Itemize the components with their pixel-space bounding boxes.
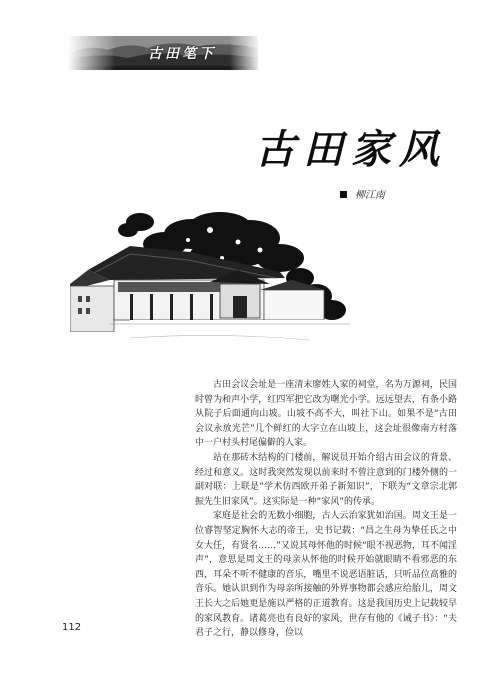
article-body: [195, 378, 457, 641]
column-label: 古田笔下: [148, 46, 216, 62]
author-byline: [340, 186, 385, 200]
paragraph-2: 站在那砖木结构的门楼前，解说员开始介绍古田会议的背景、经过和意义。这时我突然发现以前来时不曾注意到的门楼外侧的一副对联：上联是“学术仿西欧开弟子新知识”，下联为“文章宗北郭振先生旧家风”。这实际是一种“家风”的传承。: [195, 452, 457, 507]
column-banner: [68, 36, 258, 70]
illustration-gutian-meeting-site: [70, 200, 370, 360]
paragraph-1: 古田会议会址是一座清末廖姓人家的祠堂，名为万源祠，民国时曾为和声小学，红四军把它改为曙光小学。远远望去，有条小路从院子后面通向山坡。山坡不高不大，叫社下山。如果不是“古田会议永放光芒”几个鲜红的大字立在山坡上，这会址很像南方村落中一户村头村尾偏僻的人家。: [195, 380, 457, 449]
square-bullet-icon: [340, 191, 347, 198]
author-name: 柳江南: [355, 190, 385, 201]
page-number: 112: [62, 622, 82, 633]
article-title: 古田家风: [255, 126, 447, 173]
paragraph-3: 家庭是社会的无数小细胞，古人云治家犹如治国。周文王是一位睿智坚定胸怀大志的帝王，史书记载：“昌之生母为挚任氏之中女大任，有贤名……”又说其母怀他的时候“眼不视恶物，耳不闻淫声”，意思是周文王的母亲从怀他的时候开始就眼睛不看邪恶的东西，耳朵不听不健康的音乐，嘴里不说恶语脏话，只听品位高雅的音乐。她认识到作为母亲所接触的外界事物都会感应给胎儿，周文王长大之后她更是施以严格的正道教育。这是我国历史上记载较早的家风教育。诸葛亮也有良好的家风，世存有他的《诫子书》：“夫君子之行，静以修身，俭以: [195, 511, 457, 639]
building-ink-drawing: [70, 200, 370, 360]
